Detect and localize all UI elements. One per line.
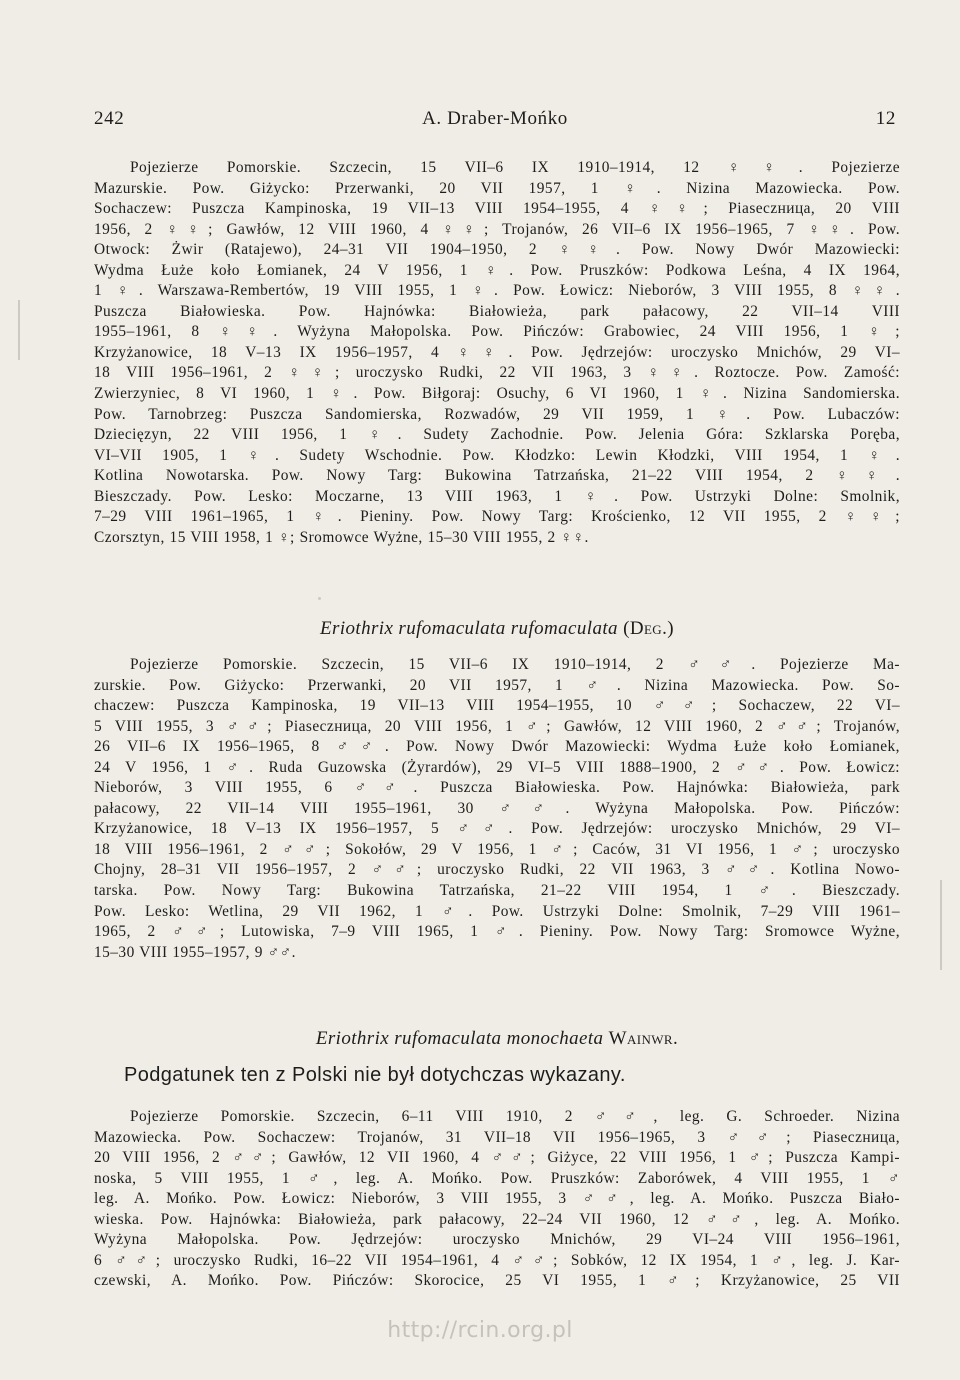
text-line: Kotlina Nowotarska. Pow. Nowy Targ: Bukowina Tatrzańska, 21–22 VIII 1954, 2 ♀♀.: [94, 467, 900, 485]
records-block-1: [94, 158, 900, 548]
text-line: 1956, 2 ♀♀; Gawłów, 12 VIII 1960, 4 ♀♀; Trojanów, 26 VII–6 IX 1956–1965, 7 ♀♀. Pow.: [94, 220, 900, 238]
text-line: Krzyżanowice, 18 V–13 IX 1956–1957, 5 ♂♂. Pow. Jędrzejów: uroczysko Mnichów, 29 VI–: [94, 820, 900, 838]
text-line: 7–29 VIII 1961–1965, 1 ♀. Pieniny. Pow. Nowy Targ: Krościenko, 12 VII 1955, 2 ♀♀;: [94, 508, 900, 526]
subspecies-note: Podgatunek ten z Polski nie był dotychczas wykazany.: [124, 1064, 626, 1086]
text-line: Zwierzyniec, 8 VI 1960, 1 ♀. Pow. Biłgoraj: Osuchy, 6 VI 1960, 1 ♀. Nizina Sandomierska.: [94, 385, 900, 403]
page-number: 242: [94, 108, 125, 129]
text-line: Nieborów, 3 VIII 1955, 6 ♂♂. Puszcza Białowieska. Pow. Hajnówka: Białowieża, park: [94, 779, 900, 797]
text-line: noska, 5 VIII 1955, 1 ♂, leg. A. Mońko. Pow. Pruszków: Zaborówek, 4 VIII 1955, 1 ♂: [94, 1169, 900, 1187]
text-line: 18 VIII 1956–1961, 2 ♂♂; Sokołów, 29 V 1956, 1 ♂; Caców, 31 VI 1956, 1 ♂; uroczysko: [94, 840, 900, 858]
text-line: Pow. Tarnobrzeg: Puszcza Sandomierska, Rozwadów, 29 VII 1959, 1 ♀. Pow. Lubaczów:: [94, 405, 900, 423]
text-line: 15–30 VIII 1955–1957, 9 ♂♂.: [94, 943, 296, 961]
text-line: 5 VIII 1955, 3 ♂♂; Piaseczница, 20 VIII 1956, 1 ♂; Gawłów, 12 VIII 1960, 2 ♂♂; Trojanów,: [94, 717, 900, 735]
text-line: Pow. Lesko: Wetlina, 29 VII 1962, 1 ♂. Pow. Ustrzyki Dolne: Smolnik, 7–29 VIII 1961–: [94, 902, 900, 920]
text-line: Puszcza Białowieska. Pow. Hajnówka: Białowieża, park pałacowy, 22 VII–14 VIII: [94, 302, 900, 320]
text-line: zurskie. Pow. Giżycko: Przerwanki, 20 VII 1957, 1 ♂. Nizina Mazowiecka. Pow. So-: [94, 676, 900, 694]
text-line: 1 ♀. Warszawa-Rembertów, 19 VIII 1955, 1 ♀. Pow. Łowicz: Nieborów, 3 VIII 1955, 8 ♀♀.: [94, 282, 900, 300]
text-line: 18 VIII 1956–1961, 2 ♀♀; uroczysko Rudki, 22 VII 1963, 3 ♀♀. Roztocze. Pow. Zamość:: [94, 364, 900, 382]
source-watermark: http://rcin.org.pl: [387, 1318, 573, 1343]
text-line: 6 ♂♂; uroczysko Rudki, 16–22 VII 1954–1961, 4 ♂♂; Sobków, 12 IX 1954, 1 ♂, leg. J. Kar-: [94, 1251, 900, 1269]
text-line: Pojezierze Pomorskie. Szczecin, 15 VII–6 IX 1910–1914, 2 ♂♂. Pojezierze Ma-: [130, 656, 900, 673]
text-line: 24 V 1956, 1 ♂. Ruda Guzowska (Żyrardów), 29 VI–5 VIII 1888–1900, 2 ♂♂. Pow. Łowicz:: [94, 758, 900, 776]
running-number: 12: [875, 108, 896, 129]
text-line: Chojny, 28–31 VII 1956–1957, 2 ♂♂; uroczysko Rudki, 22 VII 1963, 3 ♂♂. Kotlina Nowo-: [94, 861, 900, 879]
text-line: 1965, 2 ♂♂; Lutowiska, 7–9 VIII 1965, 1 ♂. Pieniny. Pow. Nowy Targ: Sromowce Wyżne,: [94, 923, 900, 941]
text-line: Pojezierze Pomorskie. Szczecin, 15 VII–6 IX 1910–1914, 12 ♀♀. Pojezierze: [130, 159, 900, 176]
text-line: wieska. Pow. Hajnówka: Białowieża, park pałacowy, 22–24 VII 1960, 12 ♂♂, leg. A. Mońko.: [94, 1210, 900, 1228]
taxon-name: Eriothrix rufomaculata rufomaculata: [320, 618, 618, 639]
text-line: czewski, A. Mońko. Pow. Pińczów: Skorocice, 25 VI 1955, 1 ♂; Krzyżanowice, 25 VII: [94, 1272, 900, 1290]
text-line: 26 VII–6 IX 1956–1965, 8 ♂♂. Pow. Nowy Dwór Mazowiecki: Wydma Łuże koło Łomianek,: [94, 738, 900, 756]
records-block-2: [94, 655, 900, 963]
taxon-name: Eriothrix rufomaculata monochaeta: [315, 1028, 604, 1049]
text-line: Pojezierze Pomorskie. Szczecin, 6–11 VIII 1910, 2 ♂♂, leg. G. Schroeder. Nizina: [130, 1108, 900, 1125]
text-line: VI–VII 1905, 1 ♀. Sudety Wschodnie. Pow. Kłodzko: Lewin Kłodzki, VIII 1954, 1 ♀.: [94, 446, 900, 464]
running-author: A. Draber-Mońko: [422, 108, 568, 129]
taxon-heading: [94, 1028, 900, 1050]
records-block-3: [94, 1107, 900, 1292]
text-line: Wyżyna Małopolska. Pow. Jędrzejów: uroczysko Mnichów, 29 VI–24 VIII 1956–1961,: [94, 1231, 900, 1249]
scan-artifact: [18, 300, 20, 360]
scan-artifact: [940, 880, 942, 970]
text-line: Bieszczady. Pow. Lesko: Moczarne, 13 VIII 1963, 1 ♀. Pow. Ustrzyki Dolne: Smolnik,: [94, 487, 900, 505]
taxon-author: (Deg.): [623, 618, 674, 639]
text-line: Mazurskie. Pow. Giżycko: Przerwanki, 20 VII 1957, 1 ♀. Nizina Mazowiecka. Pow.: [94, 179, 900, 197]
text-line: 20 VIII 1956, 2 ♂♂; Gawłów, 12 VII 1960, 4 ♂♂; Giżyce, 22 VIII 1956, 1 ♂; Puszcza Kampi-: [94, 1149, 900, 1167]
text-line: Czorsztyn, 15 VIII 1958, 1 ♀; Sromowce Wyżne, 15–30 VIII 1955, 2 ♀♀.: [94, 528, 589, 546]
text-line: 1955–1961, 8 ♀♀. Wyżyna Małopolska. Pow. Pińczów: Grabowiec, 24 VIII 1956, 1 ♀;: [94, 323, 900, 341]
text-line: Otwock: Żwir (Ratajewo), 24–31 VII 1904–1950, 2 ♀♀. Pow. Nowy Dwór Mazowiecki:: [94, 241, 900, 259]
text-line: Sochaczew: Puszcza Kampinoska, 19 VII–13 VIII 1954–1955, 4 ♀♀; Piaseczница, 20 VIII: [94, 200, 900, 218]
taxon-author: Wainwr.: [608, 1028, 679, 1049]
scan-artifact: [318, 597, 321, 600]
text-line: chaczew: Puszcza Kampinoska, 19 VII–13 VIII 1954–1955, 10 ♂♂; Sochaczew, 22 VI–: [94, 697, 900, 715]
text-line: Krzyżanowice, 18 V–13 IX 1956–1957, 4 ♀♀. Pow. Jędrzejów: uroczysko Mnichów, 29 VI–: [94, 343, 900, 361]
text-line: leg. A. Mońko. Pow. Łowicz: Nieborów, 3 VIII 1955, 3 ♂♂, leg. A. Mońko. Puszcza Biało-: [94, 1190, 900, 1208]
text-line: Dziecięzyn, 22 VIII 1956, 1 ♀. Sudety Zachodnie. Pow. Jelenia Góra: Szklarska Poręba,: [94, 426, 900, 444]
text-line: tarska. Pow. Nowy Targ: Bukowina Tatrzańska, 21–22 VIII 1954, 1 ♂. Bieszczady.: [94, 882, 900, 900]
text-line: Wydma Łuże koło Łomianek, 24 V 1956, 1 ♀. Pow. Pruszków: Podkowa Leśna, 4 IX 1964,: [94, 261, 900, 279]
text-line: pałacowy, 22 VII–14 VIII 1955–1961, 30 ♂♂. Wyżyna Małopolska. Pow. Pińczów:: [94, 799, 900, 817]
running-header: [94, 108, 896, 138]
taxon-heading: [94, 618, 900, 640]
text-line: Mazowiecka. Pow. Sochaczew: Trojanów, 31 VII–18 VII 1956–1965, 3 ♂♂; Piaseczница,: [94, 1128, 900, 1146]
